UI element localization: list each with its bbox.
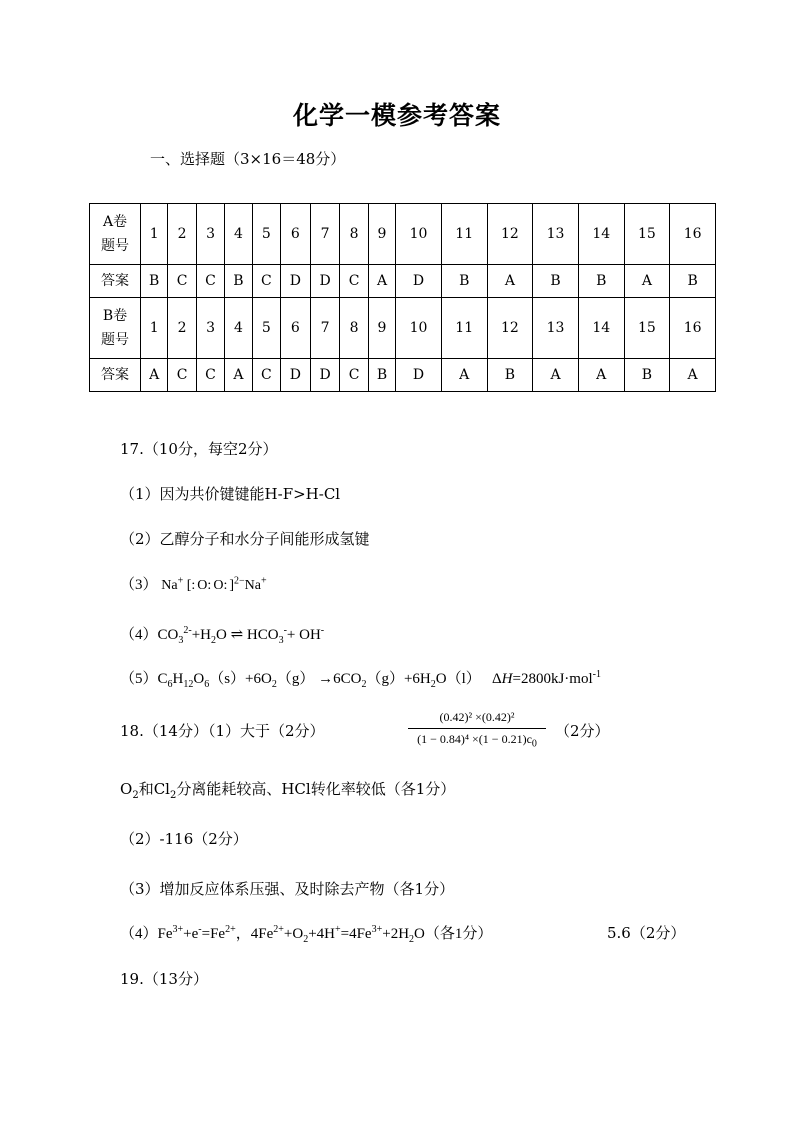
table-cell: 6 <box>281 204 311 265</box>
q17-item-5: $(5)C_6H_{12}O_6(s)+6O_2(g) \to 6CO_2(g)+6H_2O(l)$ ΔH=2800kJ·mol$^{-1}$ <box>120 669 601 690</box>
table-cell: C <box>252 265 280 298</box>
table-cell: D <box>396 265 442 298</box>
table-row-a-numbers <box>90 204 716 265</box>
b-label-2: 题号 <box>101 332 129 348</box>
table-cell: B <box>487 359 533 392</box>
table-cell: 6 <box>281 298 311 359</box>
a-header-cell <box>90 204 141 265</box>
answer-header-cell: 答案 <box>90 359 141 392</box>
table-cell: 9 <box>368 298 395 359</box>
table-cell: A <box>487 265 533 298</box>
table-cell: B <box>670 265 716 298</box>
table-cell: 1 <box>141 204 168 265</box>
table-cell: 5 <box>252 298 280 359</box>
table-cell: B <box>533 265 579 298</box>
b-header-cell <box>90 298 141 359</box>
table-cell: 8 <box>340 204 368 265</box>
table-cell: B <box>578 265 624 298</box>
table-cell: 16 <box>670 298 716 359</box>
table-cell: 4 <box>225 204 252 265</box>
table-cell: 14 <box>578 298 624 359</box>
table-cell: 7 <box>310 298 340 359</box>
q18-item-2: （2）-116（2分） <box>120 830 248 848</box>
table-cell: B <box>141 265 168 298</box>
table-cell: 4 <box>225 298 252 359</box>
table-row-b-answers <box>90 359 716 392</box>
table-cell: C <box>168 359 196 392</box>
table-cell: 2 <box>168 204 196 265</box>
table-cell: 15 <box>624 298 670 359</box>
table-cell: 15 <box>624 204 670 265</box>
table-cell: B <box>225 265 252 298</box>
answer-table <box>89 203 716 392</box>
table-cell: C <box>340 359 368 392</box>
b-label-1: B卷 <box>102 308 128 324</box>
table-cell: 10 <box>396 204 442 265</box>
section-heading-choice: 一、选择题（3×16＝48分） <box>150 150 346 168</box>
table-cell: C <box>252 359 280 392</box>
table-cell: 1 <box>141 298 168 359</box>
table-cell: 14 <box>578 204 624 265</box>
q18-fraction-score: （2分） <box>555 722 610 740</box>
table-cell: D <box>281 265 311 298</box>
q18-item-4: $(4)Fe^{3+}+e^-=Fe^{2+}$，$4Fe^{2+}+O_2+4H^+=4Fe^{3+}+2H_2O$（各1分） <box>120 924 493 945</box>
table-cell: A <box>441 359 487 392</box>
q17-item-2: （2）乙醇分子和水分子间能形成氢键 <box>120 530 370 548</box>
table-cell: 11 <box>441 298 487 359</box>
table-cell: 2 <box>168 298 196 359</box>
q18-line-2: $O_2$和$Cl_2$分离能耗较高、HCl转化率较低（各1分） <box>120 780 456 801</box>
table-cell: 8 <box>340 298 368 359</box>
table-cell: A <box>141 359 168 392</box>
table-cell: 12 <box>487 204 533 265</box>
a-label-1: A卷 <box>102 214 128 230</box>
table-cell: B <box>624 359 670 392</box>
table-cell: 13 <box>533 298 579 359</box>
table-cell: D <box>396 359 442 392</box>
table-cell: D <box>310 359 340 392</box>
table-cell: A <box>368 265 395 298</box>
table-cell: A <box>225 359 252 392</box>
q17-item-3-prefix: （3） <box>120 577 158 593</box>
table-cell: 7 <box>310 204 340 265</box>
q18-item-3: （3）增加反应体系压强、及时除去产物（各1分） <box>120 880 455 898</box>
table-cell: B <box>441 265 487 298</box>
q17-heading: 17.（10分，每空2分） <box>120 440 278 458</box>
table-cell: 16 <box>670 204 716 265</box>
table-cell: A <box>624 265 670 298</box>
table-cell: C <box>196 265 224 298</box>
table-cell: C <box>196 359 224 392</box>
page-title: 化学一模参考答案 <box>292 101 501 130</box>
table-row-b-numbers <box>90 298 716 359</box>
table-cell: 12 <box>487 298 533 359</box>
q18-heading: 18.（14分）（1）大于（2分） <box>120 722 325 740</box>
q19-heading: 19.（13分） <box>120 970 208 988</box>
table-cell: 13 <box>533 204 579 265</box>
table-cell: 10 <box>396 298 442 359</box>
answer-header-cell: 答案 <box>90 265 141 298</box>
table-cell: 3 <box>196 204 224 265</box>
table-cell: 5 <box>252 204 280 265</box>
q17-item-1: （1）因为共价键键能H-F>H-Cl <box>120 485 341 503</box>
table-row-a-answers <box>90 265 716 298</box>
table-cell: 3 <box>196 298 224 359</box>
sodium-peroxide-electron-formula: Na+ [:O:O:]$^{2-}$Na+ <box>161 575 267 593</box>
table-cell: A <box>670 359 716 392</box>
equilibrium-constant-fraction <box>408 710 546 749</box>
q17-item-3 <box>120 573 267 594</box>
table-cell: 9 <box>368 204 395 265</box>
q17-item-4: $(4)CO_3^{2-}+H_2O$ ⇌ $HCO_3^-+ OH^-$ <box>120 625 325 646</box>
q18-item-4-score: 5.6（2分） <box>607 924 686 942</box>
table-cell: A <box>578 359 624 392</box>
fraction-numerator: (0.42)² ×(0.42)² <box>408 710 546 729</box>
table-cell: D <box>310 265 340 298</box>
table-cell: 11 <box>441 204 487 265</box>
fraction-denominator: $(1 - 0.84)^4 \times(1 - 0.21)c_0$ <box>417 732 537 750</box>
table-cell: A <box>533 359 579 392</box>
a-label-2: 题号 <box>101 238 129 254</box>
table-cell: B <box>368 359 395 392</box>
table-cell: C <box>168 265 196 298</box>
table-cell: D <box>281 359 311 392</box>
table-cell: C <box>340 265 368 298</box>
